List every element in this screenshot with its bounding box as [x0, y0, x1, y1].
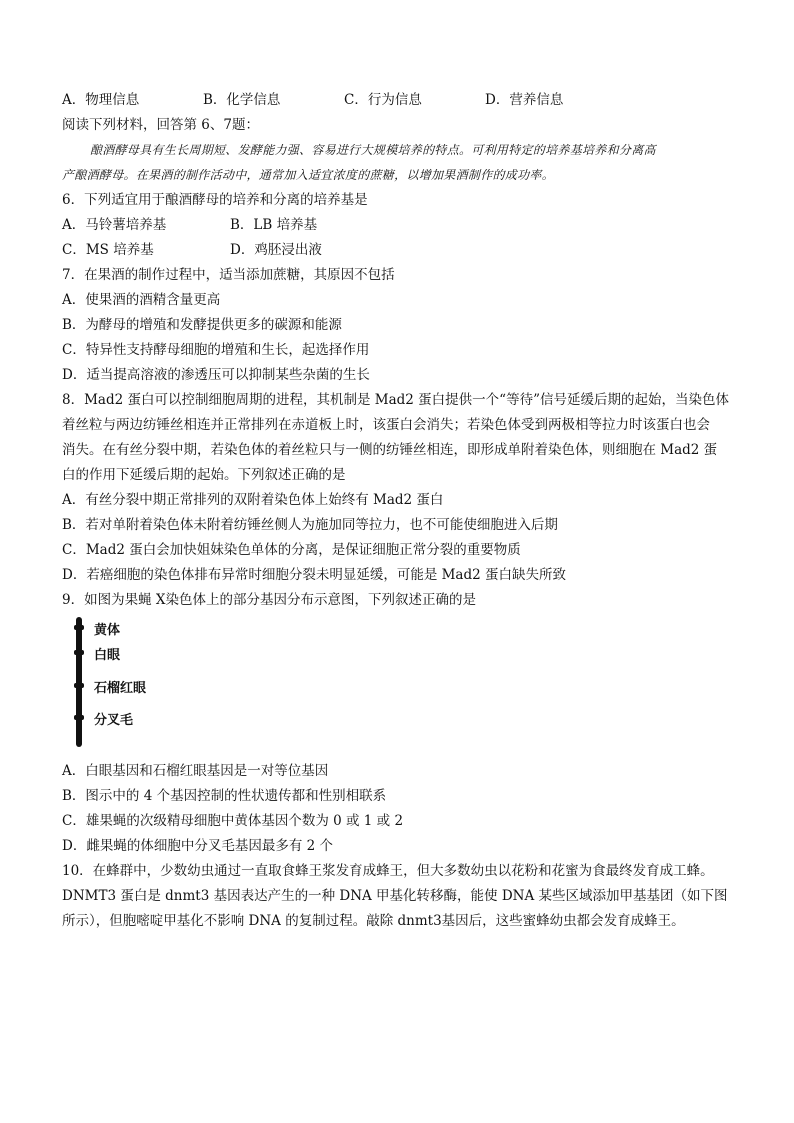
q10-line-1: 10．在蜂群中，少数幼虫通过一直取食蜂王浆发育成蜂王，但大多数幼虫以花粉和花蜜为食最终发育成工蜂。	[62, 863, 714, 879]
q10-line-3: 所示），但胞嘧啶甲基化不影响 DNA 的复制过程。敲除 dnmt3基因后，这些蜜蜂幼虫都会发育成蜂王。	[62, 913, 685, 929]
q6-stem: 6．下列适宜用于酿酒酵母的培养和分离的培养基是	[62, 192, 368, 208]
q5-option-a[interactable]: A．物理信息	[62, 92, 140, 108]
gene-label-garnet-eye: 石榴红眼	[94, 681, 147, 696]
exam-page	[62, 88, 742, 934]
gene-label-yellow-body: 黄体	[94, 623, 121, 638]
q8-stem-line-1: 8．Mad2 蛋白可以控制细胞周期的进程，其机制是 Mad2 蛋白提供一个“等待”信号延缓后期的起始，当染色体	[62, 392, 729, 408]
q8-option-c[interactable]: C．Mad2 蛋白会加快姐妹染色单体的分离，是保证细胞正常分裂的重要物质	[62, 542, 521, 558]
q6-options-row-1	[62, 213, 742, 238]
q6-option-c[interactable]: C．MS 培养基	[62, 242, 154, 258]
q9-option-c[interactable]: C．雄果蝇的次级精母细胞中黄体基因个数为 0 或 1 或 2	[62, 813, 404, 829]
chromosome-bar	[76, 617, 82, 747]
q7-option-c[interactable]: C．特异性支持酵母细胞的增殖和生长，起选择作用	[62, 342, 370, 358]
reading-intro: 阅读下列材料，回答第 6、7题：	[62, 117, 259, 133]
q8-stem-line-4: 白的作用下延缓后期的起始。下列叙述正确的是	[62, 467, 346, 483]
q5-options	[62, 88, 742, 113]
q10-line-2: DNMT3 蛋白是 dnmt3 基因表达产生的一种 DNA 甲基化转移酶，能使 DNA 某些区域添加甲基基团（如下图	[62, 888, 728, 904]
q7-option-d[interactable]: D．适当提高溶液的渗透压可以抑制某些杂菌的生长	[62, 367, 370, 383]
gene-locus-marker	[74, 715, 84, 720]
q6-option-a[interactable]: A．马铃薯培养基	[62, 217, 167, 233]
q5-option-d[interactable]: D．营养信息	[485, 92, 564, 108]
q7-stem: 7．在果酒的制作过程中，适当添加蔗糖，其原因不包括	[62, 267, 395, 283]
q6-option-d[interactable]: D．鸡胚浸出液	[230, 242, 322, 258]
gene-label-white-eye: 白眼	[94, 648, 121, 663]
passage-line-2: 产酿酒酵母。在果酒的制作活动中，通常加入适宜浓度的蔗糖，以增加果酒制作的成功率。	[62, 168, 555, 182]
gene-locus-marker	[74, 683, 84, 688]
q9-option-b[interactable]: B．图示中的 4 个基因控制的性状遗传都和性别相联系	[62, 788, 387, 804]
q8-option-d[interactable]: D．若癌细胞的染色体排布异常时细胞分裂未明显延缓，可能是 Mad2 蛋白缺失所致	[62, 567, 567, 583]
q6-options-row-2	[62, 238, 742, 263]
q8-option-a[interactable]: A．有丝分裂中期正常排列的双附着染色体上始终有 Mad2 蛋白	[62, 492, 444, 508]
passage-line-1: 酿酒酵母具有生长周期短、发酵能力强、容易进行大规模培养的特点。可利用特定的培养基培养和分离高	[90, 143, 656, 157]
q8-option-b[interactable]: B．若对单附着染色体未附着纺锤丝侧人为施加同等拉力，也不可能使细胞进入后期	[62, 517, 558, 533]
q9-option-d[interactable]: D．雌果蝇的体细胞中分叉毛基因最多有 2 个	[62, 838, 333, 854]
q9-option-a[interactable]: A．白眼基因和石榴红眼基因是一对等位基因	[62, 763, 329, 779]
q7-option-a[interactable]: A．使果酒的酒精含量更高	[62, 292, 221, 308]
q5-option-b[interactable]: B．化学信息	[203, 92, 281, 108]
x-chromosome-diagram	[76, 617, 742, 755]
q6-option-b[interactable]: B．LB 培养基	[230, 217, 318, 233]
q8-stem-line-3: 消失。在有丝分裂中期，若染色体的着丝粒只与一侧的纺锤丝相连，即形成单附着染色体，则细胞在 Mad2 蛋	[62, 442, 718, 458]
q7-option-b[interactable]: B．为酵母的增殖和发酵提供更多的碳源和能源	[62, 317, 342, 333]
gene-locus-marker	[74, 650, 84, 655]
gene-locus-marker	[74, 625, 84, 630]
q9-stem: 9．如图为果蝇 X染色体上的部分基因分布示意图，下列叙述正确的是	[62, 592, 476, 608]
gene-label-forked-bristle: 分叉毛	[94, 713, 134, 728]
q8-stem-line-2: 着丝粒与两边纺锤丝相连并正常排列在赤道板上时，该蛋白会消失；若染色体受到两极相等拉力时该蛋白也会	[62, 417, 710, 433]
q5-option-c[interactable]: C．行为信息	[344, 92, 422, 108]
